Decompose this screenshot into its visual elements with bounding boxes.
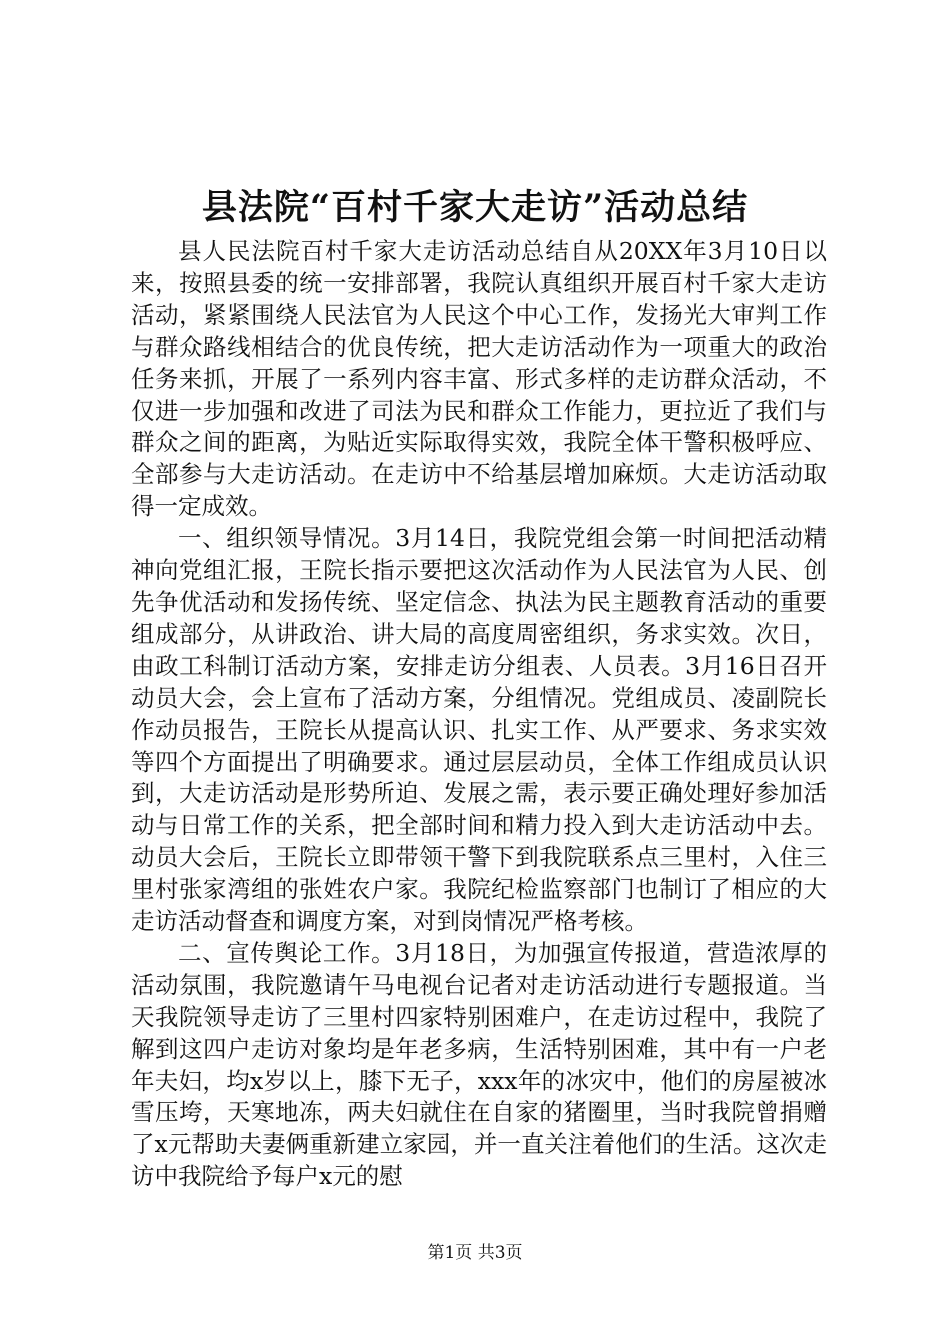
page-footer: 第1页 共3页 (427, 1243, 523, 1263)
paragraph-organization: 一、组织领导情况。3月14日，我院党组会第一时间把活动精神向党组汇报，王院长指示要把这次活动作为人民法官为人民、创先争优活动和发扬传统、坚定信念、执法为民主题教育活动的重要组成部分，从讲政治、讲大局的高度周密组织，务求实效。次日，由政工科制订活动方案，安排走访分组表、人员表。3月16日召开动员大会，会上宣布了活动方案，分组情况。党组成员、凌副院长作动员报告，王院长从提高认识、扎实工作、从严要求、务求实效等四个方面提出了明确要求。通过层层动员，全体工作组成员认识到，大走访活动是形势所迫、发展之需，表示要正确处理好参加活动与日常工作的关系，把全部时间和精力投入到大走访活动中去。动员大会后，王院长立即带领干警下到我院联系点三里村，入住三里村张家湾组的张姓农户家。我院纪检监察部门也制订了相应的大走访活动督查和调度方案，对到岗情况严格考核。 (131, 524, 827, 936)
document-title: 县法院“百村千家大走访”活动总结 (201, 187, 749, 228)
document-body (131, 236, 827, 1193)
paragraph-intro: 县人民法院百村千家大走访活动总结自从20XX年3月10日以来，按照县委的统一安排部署，我院认真组织开展百村千家大走访活动，紧紧围绕人民法官为人民这个中心工作，发扬光大审判工作与群众路线相结合的优良传统，把大走访活动作为一项重大的政治任务来抓，开展了一系列内容丰富、形式多样的走访群众活动，不仅进一步加强和改进了司法为民和群众工作能力，更拉近了我们与群众之间的距离，为贴近实际取得实效，我院全体干警积极呼应、全部参与大走访活动。在走访中不给基层增加麻烦。大走访活动取得一定成效。 (131, 237, 827, 521)
paragraph-publicity: 二、宣传舆论工作。3月18日，为加强宣传报道，营造浓厚的活动氛围，我院邀请午马电视台记者对走访活动进行专题报道。当天我院领导走访了三里村四家特别困难户，在走访过程中，我院了解到这四户走访对象均是年老多病，生活特别困难，其中有一户老年夫妇，均x岁以上，膝下无子，xxx年的冰灾中，他们的房屋被冰雪压垮，天寒地冻，两夫妇就住在自家的猪圈里，当时我院曾捐赠了x元帮助夫妻俩重新建立家园，并一直关注着他们的生活。这次走访中我院给予每户x元的慰 (131, 938, 827, 1191)
